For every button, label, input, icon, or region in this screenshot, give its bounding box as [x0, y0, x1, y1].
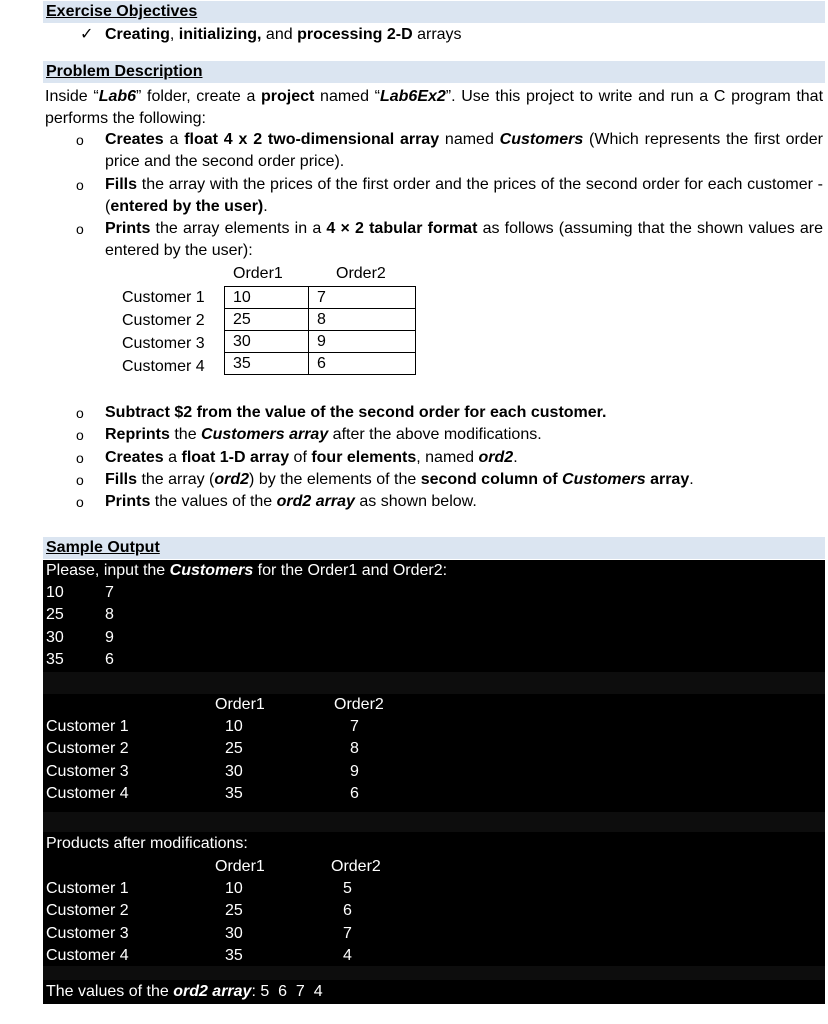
console-value: 35: [225, 947, 243, 964]
table-row: [225, 353, 416, 375]
console-value: 4: [343, 947, 352, 964]
bullet-print-1d: Prints the values of the ord2 array as shown below.: [105, 493, 477, 510]
bullet-subtract: Subtract $2 from the value of the second order for each customer.: [105, 404, 607, 421]
table-row: [225, 309, 416, 331]
example-row-label: Customer 3: [122, 335, 205, 352]
console-col-order2: Order2: [331, 858, 381, 875]
console-blank-band: [43, 672, 825, 694]
table-cell: 30: [225, 331, 309, 353]
bullet-icon: o: [76, 427, 84, 443]
console-value: 6: [343, 902, 352, 919]
example-row-label: Customer 4: [122, 358, 205, 375]
example-row-label: Customer 1: [122, 289, 205, 306]
sample-header: [43, 537, 825, 559]
table-row: [225, 287, 416, 309]
table-cell: 6: [309, 353, 416, 375]
console-after-label: Products after modifications:: [46, 835, 248, 852]
console-input-b: 6: [105, 651, 114, 668]
table-cell: 9: [309, 331, 416, 353]
table-row: [225, 331, 416, 353]
console-value: 25: [225, 902, 243, 919]
console-row-label: Customer 4: [46, 785, 129, 802]
console-input-b: 8: [105, 606, 114, 623]
console-value: 9: [350, 763, 359, 780]
console-value: 30: [225, 763, 243, 780]
console-blank-band: [43, 966, 825, 980]
sample-title: Sample Output: [46, 539, 160, 556]
bullet-icon: o: [76, 132, 84, 148]
console-row-label: Customer 3: [46, 763, 129, 780]
console-input-b: 9: [105, 629, 114, 646]
table-cell: 7: [309, 287, 416, 309]
console-value: 35: [225, 785, 243, 802]
console-col-order1: Order1: [215, 858, 265, 875]
example-row-label: Customer 2: [122, 312, 205, 329]
bullet-create-1d: Creates a float 1-D array of four elements, named ord2.: [105, 449, 518, 466]
example-col-order2: Order2: [336, 265, 386, 282]
console-col-order1: Order1: [215, 696, 265, 713]
bullet-print-array: Prints the array elements in a 4 × 2 tabular format as follows (assuming that the shown values are entered by the user):: [105, 220, 824, 259]
console-row-label: Customer 1: [46, 718, 129, 735]
console-value: 10: [225, 880, 243, 897]
bullet-icon: o: [76, 177, 84, 193]
bullet-fill-array: Fills the array with the prices of the first order and the prices of the second order for each customer - (entered by the user).: [105, 176, 823, 215]
objective-item: Creating, initializing, and processing 2-D arrays: [105, 26, 462, 43]
bullet-icon: o: [76, 472, 84, 488]
example-table: [224, 286, 416, 375]
console-row-label: Customer 3: [46, 925, 129, 942]
bullet-icon: o: [76, 450, 84, 466]
bullet-icon: o: [76, 221, 84, 237]
console-prompt: Please, input the Customers for the Order1 and Order2:: [46, 562, 448, 579]
bullet-icon: o: [76, 494, 84, 510]
objectives-title: Exercise Objectives: [46, 3, 198, 20]
table-cell: 10: [225, 287, 309, 309]
console-value: 6: [350, 785, 359, 802]
problem-intro: Inside “Lab6” folder, create a project named “Lab6Ex2”. Use this project to write and run a C program that performs the following:: [45, 88, 824, 127]
problem-header: [43, 61, 825, 83]
console-value: 30: [225, 925, 243, 942]
console-row-label: Customer 2: [46, 902, 129, 919]
console-value: 10: [225, 718, 243, 735]
console-input-b: 7: [105, 584, 114, 601]
console-value: 7: [350, 718, 359, 735]
console-value: 7: [343, 925, 352, 942]
console-value: 25: [225, 740, 243, 757]
objectives-header: [43, 1, 825, 23]
checkmark-icon: ✓: [80, 26, 94, 43]
table-cell: 25: [225, 309, 309, 331]
console-row-label: Customer 2: [46, 740, 129, 757]
console-input-a: 35: [46, 651, 64, 668]
console-value: 8: [350, 740, 359, 757]
bullet-create-array: Creates a float 4 x 2 two-dimensional array named Customers (Which represents the first order price and the second order price).: [105, 131, 824, 170]
bullet-reprint: Reprints the Customers array after the above modifications.: [105, 426, 542, 443]
console-input-a: 30: [46, 629, 64, 646]
example-col-order1: Order1: [233, 265, 283, 282]
bullet-icon: o: [76, 405, 84, 421]
bullet-fill-1d: Fills the array (ord2) by the elements of the second column of Customers array.: [105, 471, 694, 488]
problem-title: Problem Description: [46, 63, 203, 80]
console-row-label: Customer 1: [46, 880, 129, 897]
console-value: 5: [343, 880, 352, 897]
console-row-label: Customer 4: [46, 947, 129, 964]
console-blank-band: [43, 812, 825, 832]
console-input-a: 25: [46, 606, 64, 623]
table-cell: 35: [225, 353, 309, 375]
console-output: [43, 560, 825, 1004]
console-input-a: 10: [46, 584, 64, 601]
table-cell: 8: [309, 309, 416, 331]
console-final-line: The values of the ord2 array: 5 6 7 4: [46, 983, 323, 1000]
console-col-order2: Order2: [334, 696, 384, 713]
